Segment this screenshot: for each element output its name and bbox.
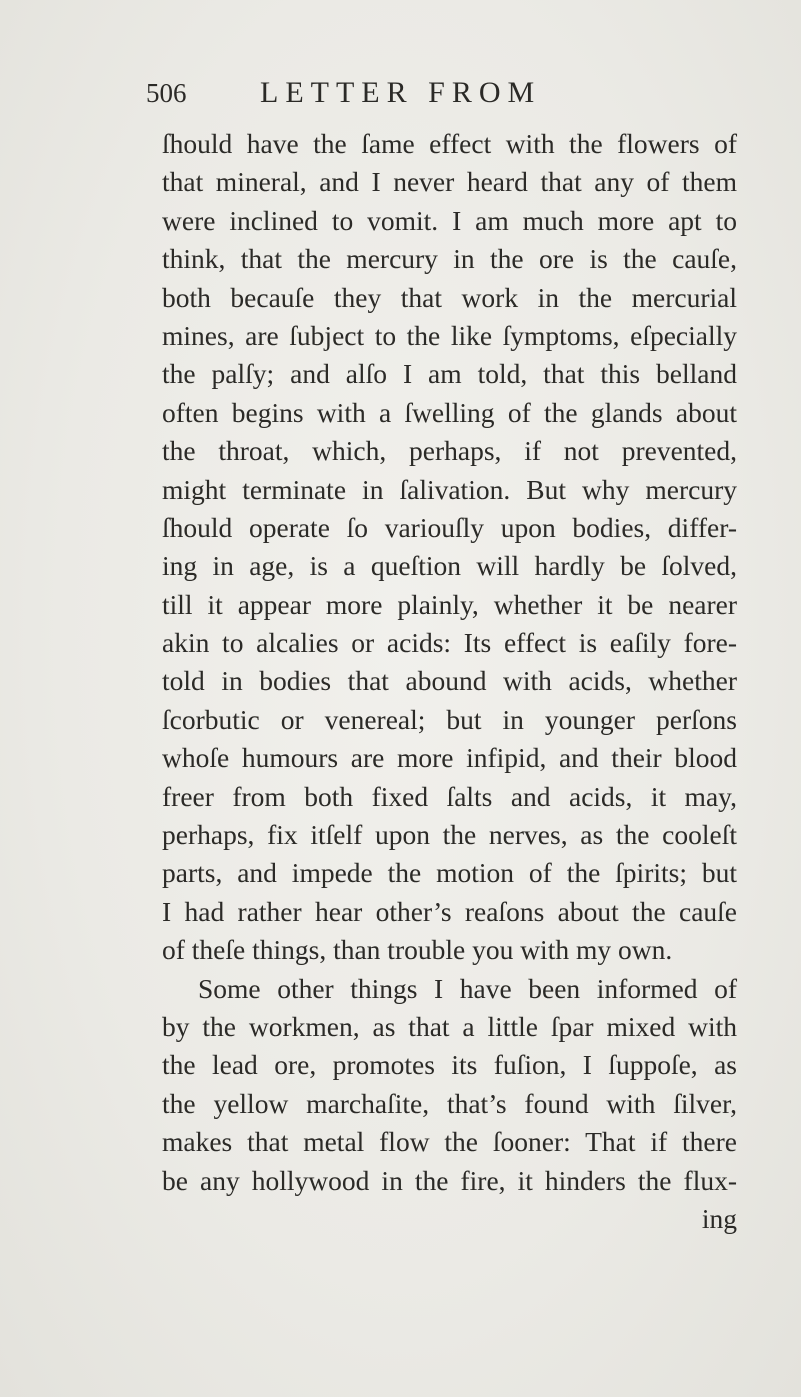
page-number: 506 [146,78,187,108]
text-line: ſcorbutic or venereal; but in younger perſons [162,703,737,735]
text-line: makes that metal flow the ſooner: That if there [162,1126,737,1158]
text-line: by the workmen, as that a little ſpar mixed with [162,1010,737,1042]
page-header [0,78,801,118]
text-line: perhaps, fix itſelf upon the nerves, as the cooleſt [162,819,737,851]
text-line: might terminate in ſalivation. But why mercury [162,473,737,505]
text-line: that mineral, and I never heard that any of them [162,166,737,198]
body-text [162,125,737,1238]
text-line: often begins with a ſwelling of the glands about [162,396,737,428]
text-line: told in bodies that abound with acids, whether [162,665,737,697]
text-line: freer from both fixed ſalts and acids, it may, [162,780,737,812]
text-line: ſhould operate ſo variouſly upon bodies, differ- [162,511,737,543]
text-line: were inclined to vomit. I am much more apt to [162,204,737,236]
paragraph-start-line: Some other things I have been informed of [198,972,737,1004]
text-line: akin to alcalies or acids: Its effect is eaſily fore- [162,627,737,659]
catchword: ing [701,1202,737,1234]
text-line: ſhould have the ſame effect with the flowers of [162,128,737,159]
text-line: I had rather hear other’s reaſons about the cauſe [162,895,737,927]
text-line: think, that the mercury in the ore is the cauſe, [162,243,737,275]
text-line: parts, and impede the motion of the ſpirits; but [162,857,737,889]
text-line: the lead ore, promotes its fuſion, I ſuppoſe, as [162,1049,737,1081]
text-line: the throat, which, perhaps, if not prevented, [162,435,737,467]
text-line: of theſe things, than trouble you with my own. [162,934,673,966]
text-line: till it appear more plainly, whether it be nearer [162,588,737,620]
text-line: be any hollywood in the fire, it hinders the flux- [162,1164,737,1196]
text-line: ing in age, is a queſtion will hardly be ſolved, [162,550,737,582]
text-line: the yellow marchaſite, that’s found with ſilver, [162,1087,737,1119]
text-line: whoſe humours are more infipid, and their blood [162,742,737,774]
text-line: both becauſe they that work in the mercurial [162,281,737,313]
text-line: mines, are ſubject to the like ſymptoms, eſpecially [162,319,737,351]
text-line: the palſy; and alſo I am told, that this belland [162,358,737,390]
running-head: LETTER FROM [260,76,542,109]
